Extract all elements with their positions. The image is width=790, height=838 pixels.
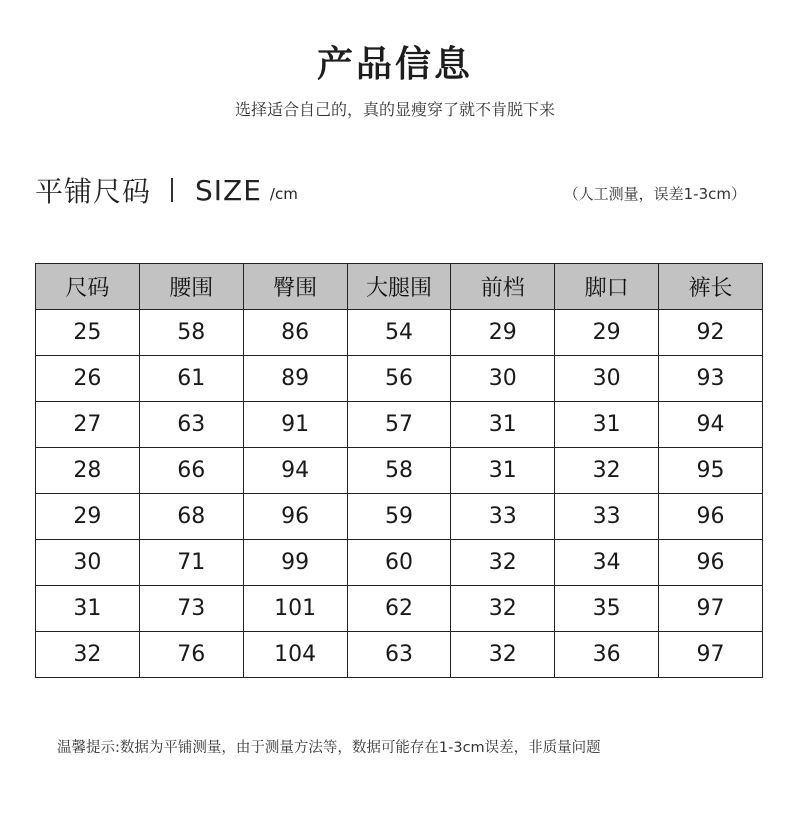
table-row [36, 310, 763, 356]
table-cell: 92 [659, 310, 763, 356]
table-cell: 73 [139, 586, 243, 632]
size-heading-unit: /cm [269, 185, 298, 203]
table-cell: 32 [451, 586, 555, 632]
table-cell: 31 [36, 586, 140, 632]
table-cell: 99 [243, 540, 347, 586]
column-header: 腰围 [139, 264, 243, 310]
table-cell: 32 [451, 540, 555, 586]
size-heading-label-cn: 平铺尺码 [35, 175, 152, 208]
table-cell: 58 [347, 448, 451, 494]
table-cell: 30 [36, 540, 140, 586]
column-header: 臀围 [243, 264, 347, 310]
table-cell: 58 [139, 310, 243, 356]
table-cell: 89 [243, 356, 347, 402]
table-row [36, 402, 763, 448]
table-cell: 33 [451, 494, 555, 540]
table-cell: 66 [139, 448, 243, 494]
table-cell: 29 [36, 494, 140, 540]
table-cell: 29 [555, 310, 659, 356]
table-cell: 104 [243, 632, 347, 678]
table-cell: 68 [139, 494, 243, 540]
page-subtitle: 选择适合自己的，真的显瘦穿了就不肯脱下来 [234, 100, 555, 119]
column-header: 大腿围 [347, 264, 451, 310]
heading-divider [171, 178, 173, 202]
table-cell: 35 [555, 586, 659, 632]
table-cell: 30 [555, 356, 659, 402]
column-header: 裤长 [659, 264, 763, 310]
column-header: 脚口 [555, 264, 659, 310]
measurement-note: （人工测量，误差1-3cm） [563, 185, 746, 203]
page-title: 产品信息 [316, 44, 473, 85]
table-cell: 31 [451, 448, 555, 494]
table-cell: 94 [659, 402, 763, 448]
table-row [36, 448, 763, 494]
table-cell: 101 [243, 586, 347, 632]
table-row [36, 356, 763, 402]
table-cell: 31 [451, 402, 555, 448]
table-row [36, 540, 763, 586]
table-cell: 27 [36, 402, 140, 448]
size-heading-label-en: SIZE [195, 173, 262, 207]
table-row [36, 586, 763, 632]
column-header: 尺码 [36, 264, 140, 310]
table-cell: 60 [347, 540, 451, 586]
table-cell: 96 [243, 494, 347, 540]
table-cell: 93 [659, 356, 763, 402]
table-cell: 86 [243, 310, 347, 356]
table-row [36, 632, 763, 678]
column-header: 前档 [451, 264, 555, 310]
table-cell: 32 [36, 632, 140, 678]
table-cell: 33 [555, 494, 659, 540]
table-cell: 56 [347, 356, 451, 402]
table-cell: 26 [36, 356, 140, 402]
table-cell: 91 [243, 402, 347, 448]
table-cell: 32 [451, 632, 555, 678]
table-cell: 31 [555, 402, 659, 448]
table-header-row [36, 264, 763, 310]
table-cell: 32 [555, 448, 659, 494]
table-cell: 29 [451, 310, 555, 356]
table-cell: 62 [347, 586, 451, 632]
table-cell: 97 [659, 632, 763, 678]
table-cell: 94 [243, 448, 347, 494]
table-cell: 63 [139, 402, 243, 448]
table-cell: 28 [36, 448, 140, 494]
table-cell: 57 [347, 402, 451, 448]
table-cell: 61 [139, 356, 243, 402]
table-cell: 63 [347, 632, 451, 678]
size-table [35, 263, 763, 678]
table-cell: 59 [347, 494, 451, 540]
table-cell: 96 [659, 494, 763, 540]
table-cell: 54 [347, 310, 451, 356]
table-cell: 97 [659, 586, 763, 632]
table-cell: 96 [659, 540, 763, 586]
table-cell: 76 [139, 632, 243, 678]
table-cell: 95 [659, 448, 763, 494]
table-cell: 30 [451, 356, 555, 402]
footer-tip: 温馨提示:数据为平铺测量，由于测量方法等，数据可能存在1-3cm误差，非质量问题 [57, 740, 601, 756]
table-cell: 34 [555, 540, 659, 586]
table-row [36, 494, 763, 540]
table-cell: 36 [555, 632, 659, 678]
table-cell: 25 [36, 310, 140, 356]
table-cell: 71 [139, 540, 243, 586]
size-heading [35, 170, 298, 210]
